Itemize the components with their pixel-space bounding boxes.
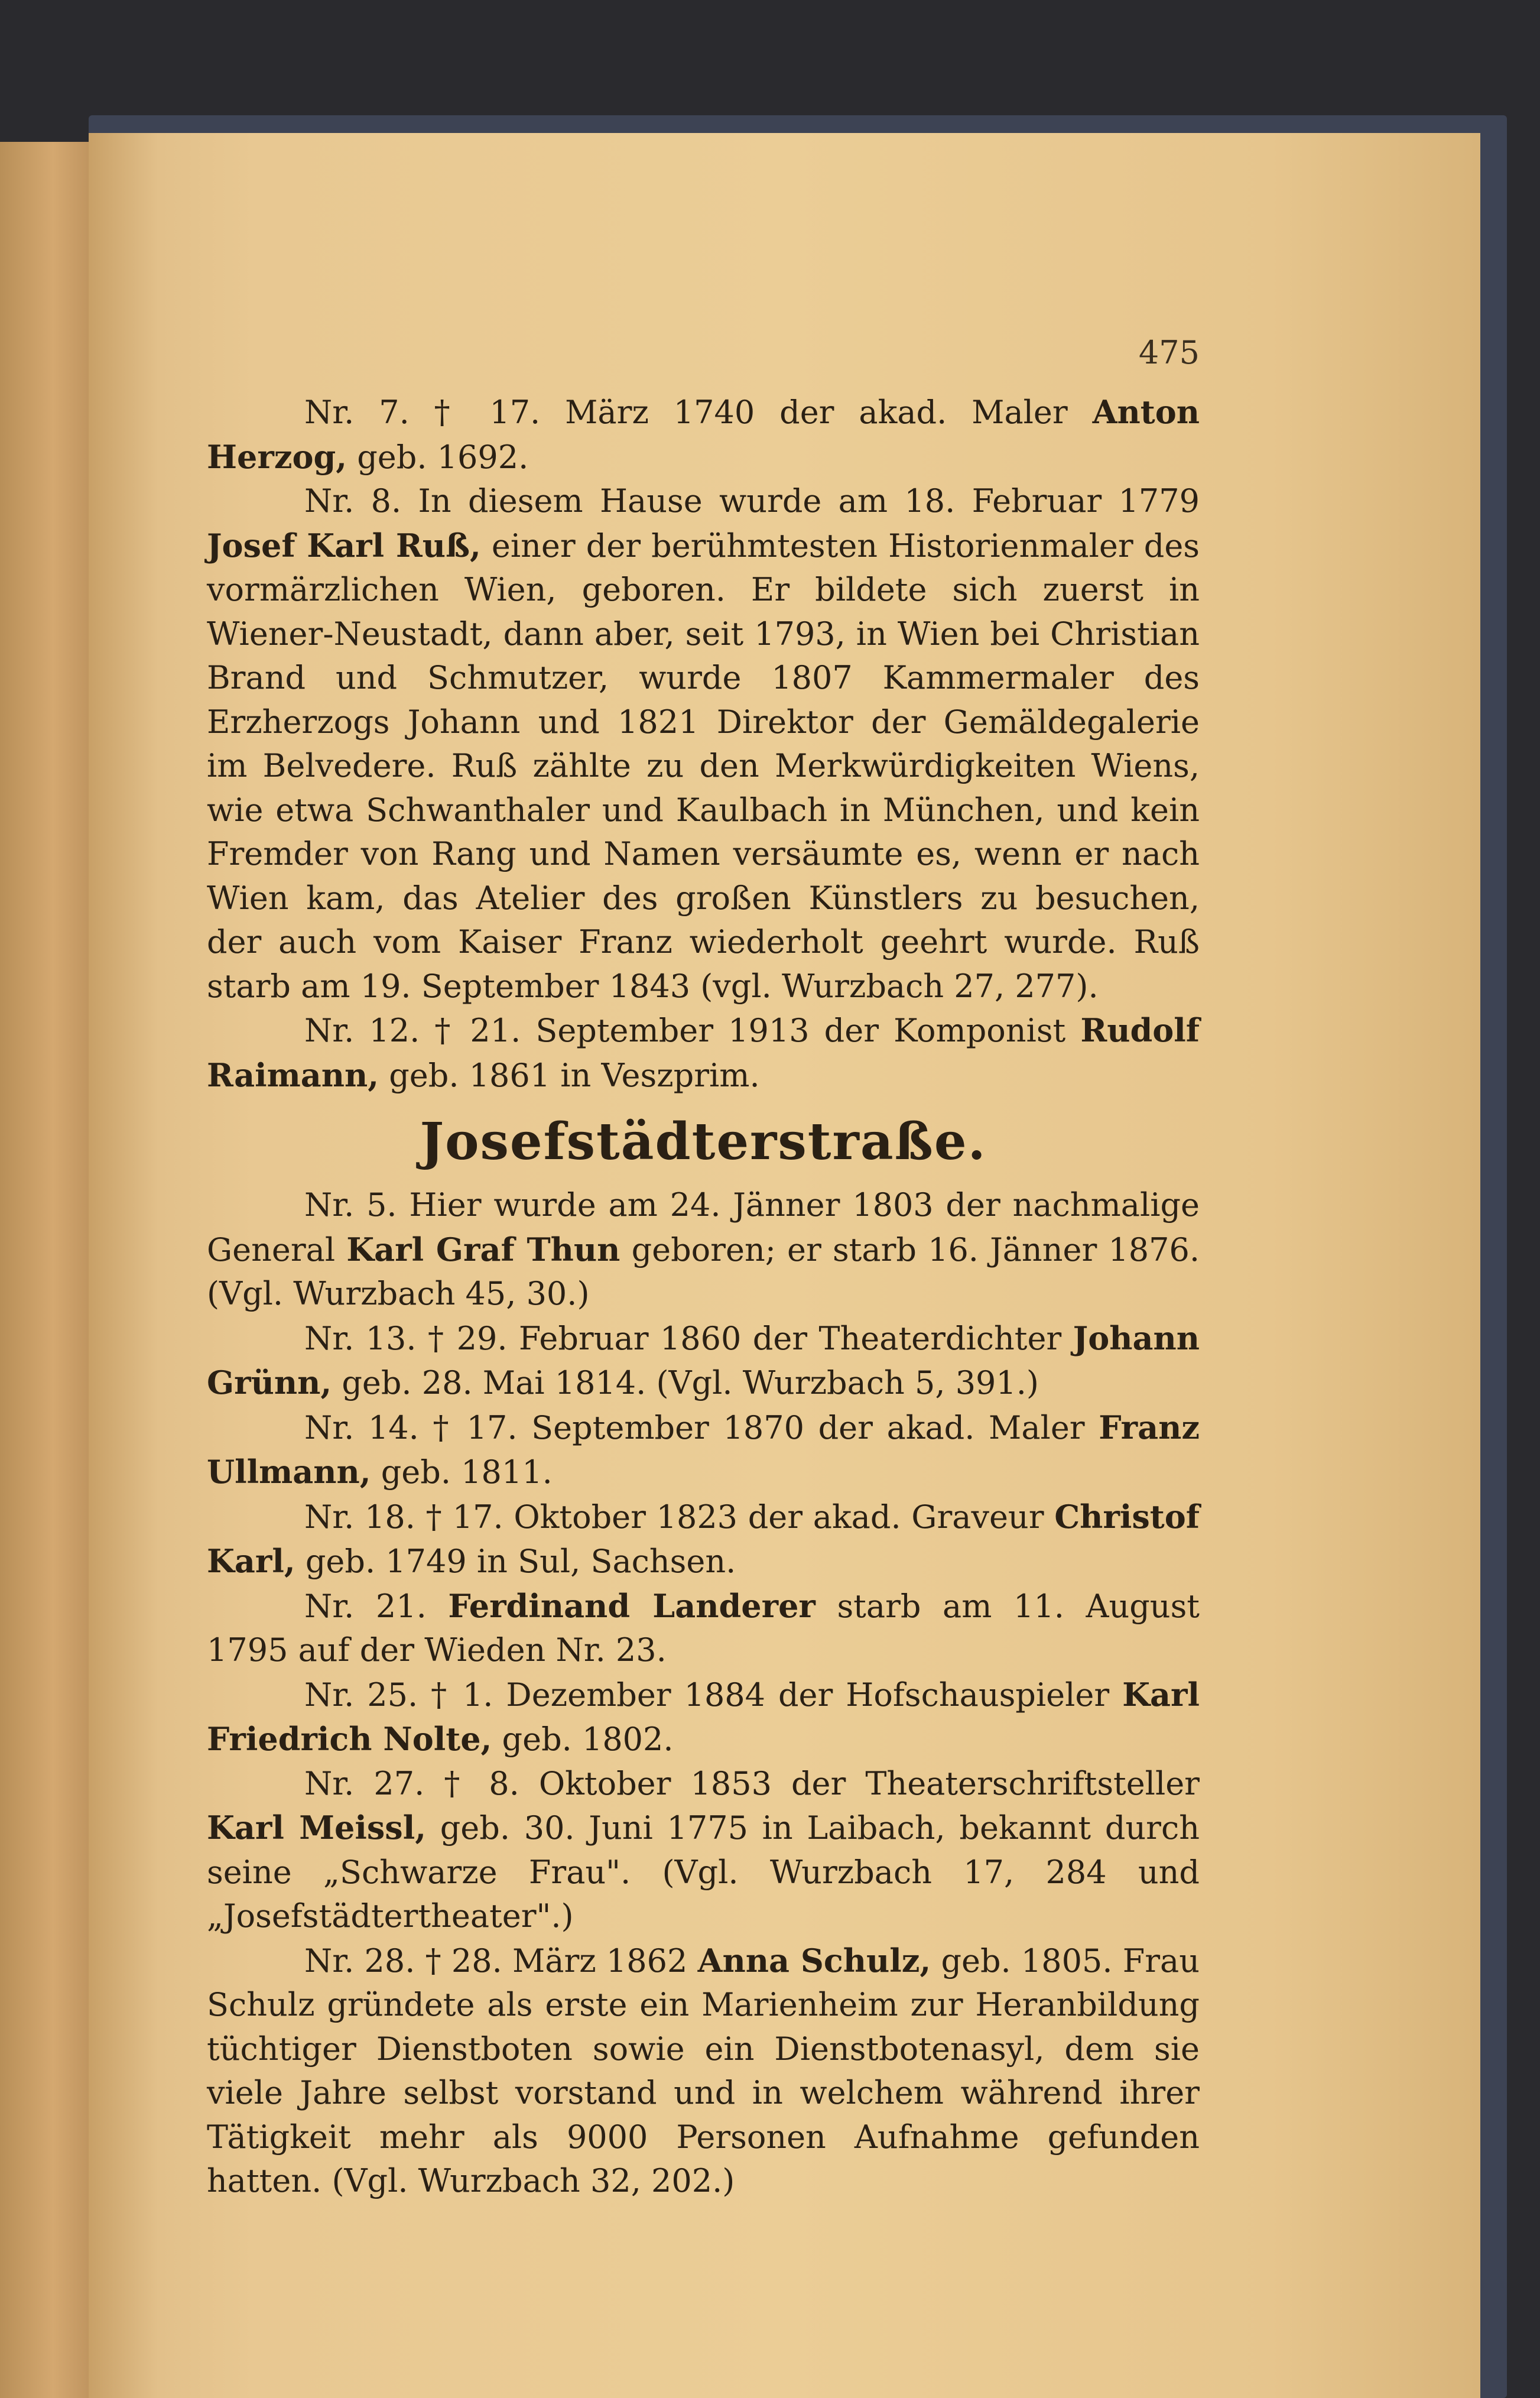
entry-nr-27: Nr. 27. † 8. Oktober 1853 der Theaterschriftsteller Karl Meissl, geb. 30. Juni 1775 in Laibach, bekannt durch seine „Schwarze Frau". (Vgl. Wurzbach 17, 284 und „Josefstädtertheater".) xyxy=(207,1764,1200,1935)
person-name: Karl Graf Thun xyxy=(346,1230,620,1268)
entry-nr-18: Nr. 18. † 17. Oktober 1823 der akad. Graveur Christof Karl, geb. 1749 in Sul, Sachsen. xyxy=(207,1497,1200,1580)
person-name: Franz Ullmann, xyxy=(207,1408,1200,1491)
entry-nr-13: Nr. 13. † 29. Februar 1860 der Theaterdichter Johann Grünn, geb. 28. Mai 1814. (Vgl. Wurzbach 5, 391.) xyxy=(207,1319,1200,1401)
entry-nr-8: Nr. 8. In diesem Hause wurde am 18. Februar 1779 Josef Karl Ruß, einer der berühmtesten Historienmaler des vormärzlichen Wien, geboren. Er bildete sich zuerst in Wiener-Neustadt, dann aber, seit 1793, in Wien bei Christian Brand und Schmutzer, wurde 1807 Kammermaler des Erzherzogs Johann und 1821 Direktor der Gemäldegalerie im Belvedere. Ruß zählte zu den Merkwürdigkeiten Wiens, wie etwa Schwanthaler und Kaulbach in München, und kein Fremder von Rang und Namen versäumte es, wenn er nach Wien kam, das Atelier des großen Künstlers zu besuchen, der auch vom Kaiser Franz wiederholt geehrt wurde. Ruß starb am 19. September 1843 (vgl. Wurzbach 27, 277). xyxy=(207,482,1200,1005)
person-name: Anton Herzog, xyxy=(207,393,1200,476)
entry-nr-7: Nr. 7. † 17. März 1740 der akad. Maler Anton Herzog, geb. 1692. xyxy=(207,393,1200,476)
entry-nr-21: Nr. 21. Ferdinand Landerer starb am 11. August 1795 auf der Wieden Nr. 23. xyxy=(207,1586,1200,1669)
entry-nr-12: Nr. 12. † 21. September 1913 der Komponist Rudolf Raimann, geb. 1861 in Veszprim. xyxy=(207,1011,1200,1094)
person-name: Christof Karl, xyxy=(207,1497,1200,1580)
person-name: Karl Friedrich Nolte, xyxy=(207,1675,1200,1758)
entry-nr-28: Nr. 28. † 28. März 1862 Anna Schulz, geb. 1805. Frau Schulz gründete als erste ein Marienheim zur Heranbildung tüchtiger Dienstboten sowie ein Dienstbotenasyl, dem sie viele Jahre selbst vorstand und in welchem während ihrer Tätigkeit mehr als 9000 Personen Aufnahme gefunden hatten. (Vgl. Wurzbach 32, 202.) xyxy=(207,1941,1200,2199)
entry-nr-14: Nr. 14. † 17. September 1870 der akad. Maler Franz Ullmann, geb. 1811. xyxy=(207,1408,1200,1491)
person-name: Anna Schulz, xyxy=(697,1941,931,1980)
person-name: Josef Karl Ruß, xyxy=(207,526,481,564)
person-name: Johann Grünn, xyxy=(207,1319,1200,1401)
page-number: 475 xyxy=(1138,334,1200,371)
person-name: Rudolf Raimann, xyxy=(207,1011,1200,1094)
person-name: Karl Meissl, xyxy=(207,1809,427,1847)
person-name: Ferdinand Landerer xyxy=(448,1586,816,1625)
entry-nr-5: Nr. 5. Hier wurde am 24. Jänner 1803 der nachmalige General Karl Graf Thun geboren; er starb 16. Jänner 1876. (Vgl. Wurzbach 45, 30.) xyxy=(207,1186,1200,1312)
section-heading: Josefstädterstraße. xyxy=(420,1112,987,1172)
entry-nr-25: Nr. 25. † 1. Dezember 1884 der Hofschauspieler Karl Friedrich Nolte, geb. 1802. xyxy=(207,1675,1200,1758)
left-page-edge xyxy=(0,142,89,2398)
page-text xyxy=(207,390,1200,2204)
